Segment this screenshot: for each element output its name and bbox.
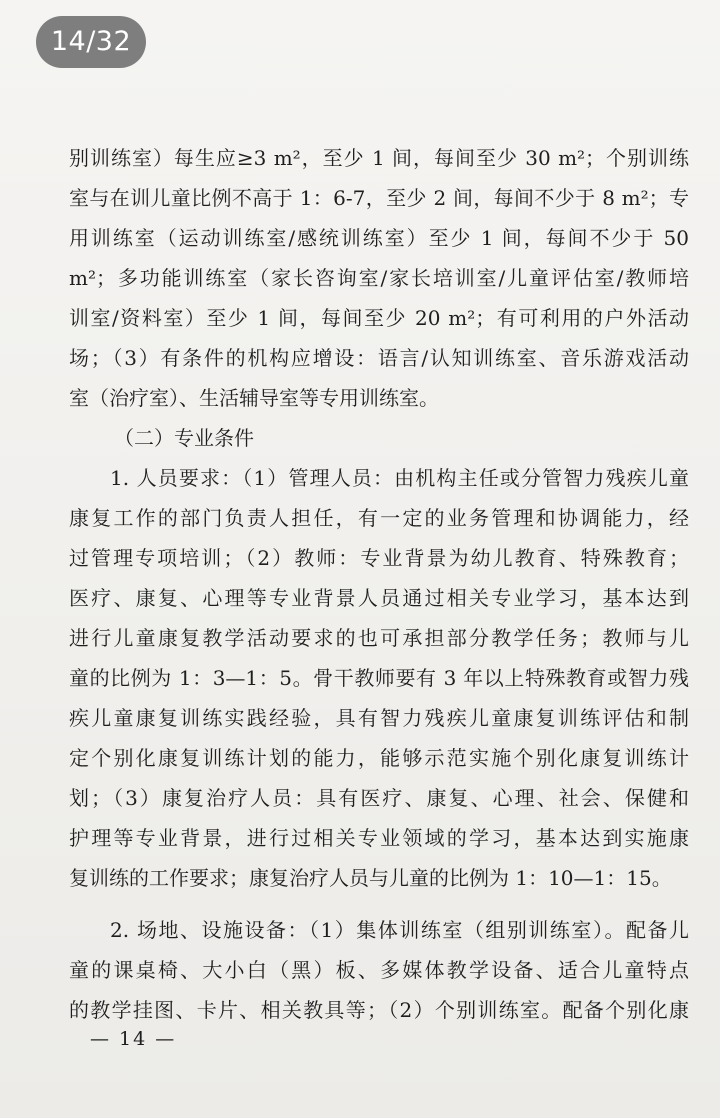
text-line: 进行儿童康复教学活动要求的也可承担部分教学任务；教师与儿 — [69, 626, 689, 650]
text-line: 疾儿童康复训练实践经验，具有智力残疾儿童康复训练评估和制 — [69, 706, 689, 730]
text-line: 室（治疗室）、生活辅导室等专用训练室。 — [69, 386, 439, 410]
text-line: 医疗、康复、心理等专业背景人员通过相关专业学习，基本达到 — [69, 586, 689, 610]
text-line: 护理等专业背景，进行过相关专业领域的学习，基本达到实施康 — [69, 826, 689, 850]
paragraph-gap — [69, 898, 689, 910]
text-line: 室与在训儿童比例不高于 1：6-7，至少 2 间，每间不少于 8 m²；专 — [69, 186, 689, 210]
text-line: 过管理专项培训；（2）教师：专业背景为幼儿教育、特殊教育； — [69, 546, 689, 570]
text-line: 复训练的工作要求；康复治疗人员与儿童的比例为 1：10—1：15。 — [69, 866, 672, 890]
text-line: 童的课桌椅、大小白（黑）板、多媒体教学设备、适合儿童特点 — [69, 958, 689, 982]
text-line: 训室/资料室）至少 1 间，每间至少 20 m²；有可利用的户外活动 — [69, 306, 689, 330]
text-line: 的教学挂图、卡片、相关教具等；（2）个别训练室。配备个别化康 — [69, 998, 689, 1022]
text-line: 定个别化康复训练计划的能力，能够示范实施个别化康复训练计 — [69, 746, 689, 770]
text-line: 场；（3）有条件的机构应增设：语言/认知训练室、音乐游戏活动 — [69, 346, 689, 370]
text-line: 康复工作的部门负责人担任，有一定的业务管理和协调能力，经 — [69, 506, 689, 530]
text-line: 2. 场地、设施设备：（1）集体训练室（组别训练室）。配备儿 — [110, 918, 689, 942]
paragraph-personnel-requirements — [69, 458, 689, 898]
text-line: 划；（3）康复治疗人员：具有医疗、康复、心理、社会、保健和 — [69, 786, 689, 810]
page-indicator-badge: 14/32 — [36, 16, 146, 68]
text-line: 1. 人员要求：（1）管理人员：由机构主任或分管智力残疾儿童 — [110, 466, 689, 490]
paragraph-facilities — [69, 910, 689, 1030]
page-number-footer: — 14 — — [90, 1028, 177, 1050]
paragraph-training-rooms — [69, 138, 689, 418]
document-body — [69, 138, 689, 1030]
section-heading: （二）专业条件 — [114, 426, 254, 450]
text-line: 别训练室）每生应≥3 m²，至少 1 间，每间至少 30 m²；个别训练 — [69, 146, 689, 170]
text-line: m²；多功能训练室（家长咨询室/家长培训室/儿童评估室/教师培 — [69, 266, 689, 290]
text-line: 童的比例为 1：3—1：5。骨干教师要有 3 年以上特殊教育或智力残 — [69, 666, 689, 690]
text-line: 用训练室（运动训练室/感统训练室）至少 1 间，每间不少于 50 — [69, 226, 689, 250]
